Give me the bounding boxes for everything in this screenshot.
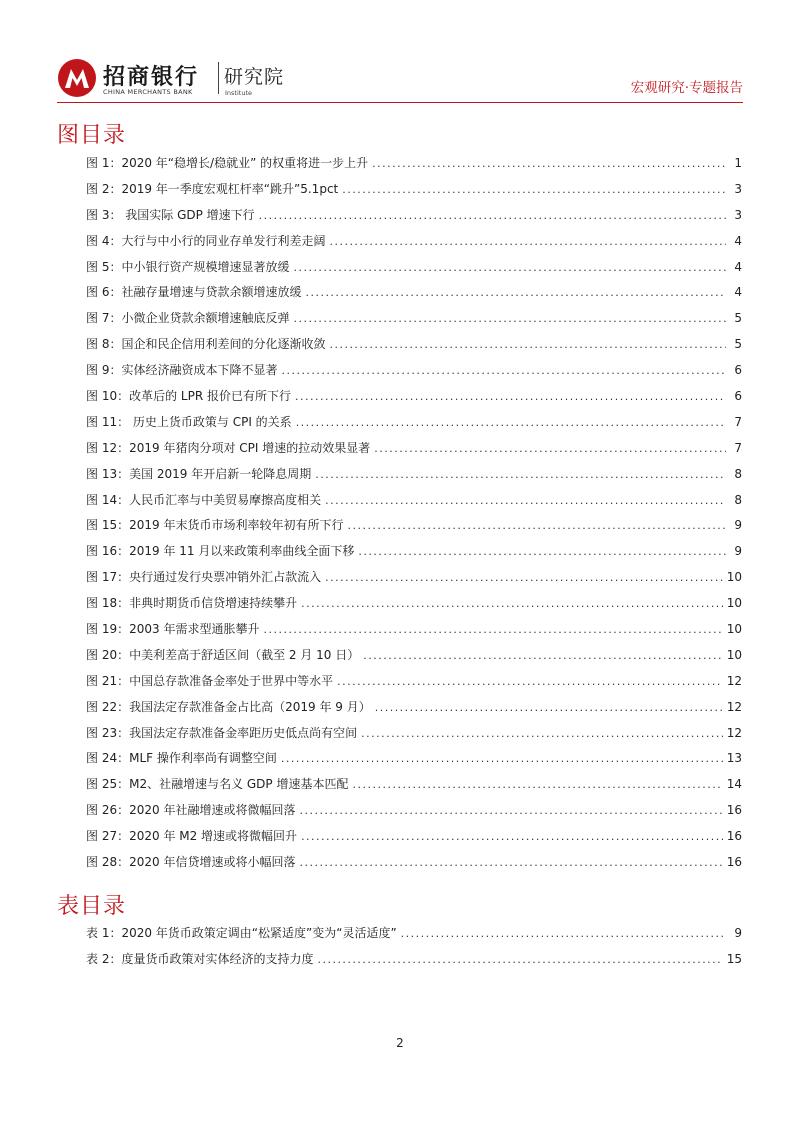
toc-entry-label: 图 5：中小银行资产规模增速显著放缓 [86, 259, 290, 274]
dot-leader [299, 850, 722, 876]
toc-entry[interactable] [86, 669, 742, 695]
dot-leader [329, 332, 726, 358]
dot-leader [281, 746, 723, 772]
toc-entry[interactable] [86, 746, 742, 772]
brand-name: 招商银行 [103, 65, 200, 90]
toc-entry-page: 16 [726, 855, 742, 870]
toc-entry[interactable] [86, 255, 742, 281]
toc-entry[interactable] [86, 643, 742, 669]
toc-entry[interactable] [86, 565, 742, 591]
toc-entry-label: 图 3： 我国实际 GDP 增速下行 [86, 207, 255, 222]
toc-entry-page: 3 [734, 207, 742, 222]
toc-entry-label: 表 1：2020 年货币政策定调由“松紧适度”变为“灵活适度” [86, 926, 397, 940]
report-type: 宏观研究·专题报告 [630, 80, 743, 96]
dot-leader [347, 513, 726, 539]
toc-entry[interactable] [86, 203, 742, 229]
dot-leader [325, 488, 726, 514]
toc-entry-label: 图 25：M2、社融增速与名义 GDP 增速基本匹配 [86, 777, 349, 792]
dot-leader [281, 358, 726, 384]
toc-entry-label: 图 4：大行与中小行的同业存单发行利差走阔 [86, 233, 326, 248]
toc-entry-label: 图 8：国企和民企信用利差间的分化逐渐收敛 [86, 337, 326, 352]
toc-entry-label: 图 11： 历史上货币政策与 CPI 的关系 [86, 414, 292, 429]
toc-entry[interactable] [86, 947, 742, 973]
dot-leader [295, 384, 726, 410]
dot-leader [305, 280, 726, 306]
toc-entry[interactable] [86, 306, 742, 332]
toc-entry-page: 10 [726, 622, 742, 637]
report-header [57, 56, 743, 100]
toc-entry-page: 6 [734, 363, 742, 378]
dot-leader [374, 436, 726, 462]
page-number: 2 [396, 1036, 404, 1050]
toc-entry-page: 7 [734, 440, 742, 455]
toc-entry[interactable] [86, 772, 742, 798]
toc-entry[interactable] [86, 617, 742, 643]
toc-entry[interactable] [86, 177, 742, 203]
toc-entry-page: 9 [734, 544, 742, 559]
dot-leader [363, 643, 722, 669]
toc-entry-page: 8 [734, 492, 742, 507]
toc-entry-label: 图 27：2020 年 M2 增速或将微幅回升 [86, 829, 298, 844]
toc-entry[interactable] [86, 436, 742, 462]
figure-list-title: 图目录 [57, 123, 127, 148]
toc-entry[interactable] [86, 721, 742, 747]
toc-entry-label: 图 24：MLF 操作利率尚有调整空间 [86, 751, 277, 766]
toc-entry-page: 10 [726, 647, 742, 662]
dot-leader [352, 772, 722, 798]
dot-leader [358, 539, 726, 565]
dot-leader [299, 798, 722, 824]
toc-entry[interactable] [86, 513, 742, 539]
toc-entry-label: 表 2：度量货币政策对实体经济的支持力度 [86, 951, 314, 966]
toc-entry[interactable] [86, 280, 742, 306]
brand-name-en: CHINA MERCHANTS BANK [103, 88, 193, 96]
toc-entry-label: 图 13：美国 2019 年开启新一轮降息周期 [86, 466, 312, 481]
brand-divider [218, 62, 219, 94]
table-list [86, 921, 742, 973]
toc-entry-page: 8 [734, 466, 742, 481]
toc-entry-page: 15 [726, 951, 742, 966]
dot-leader [296, 410, 726, 436]
bank-logo-icon [57, 58, 97, 98]
toc-entry-label: 图 9：实体经济融资成本下降不显著 [86, 363, 278, 378]
toc-entry-label: 图 18：非典时期货币信贷增速持续攀升 [86, 596, 298, 611]
toc-entry[interactable] [86, 921, 742, 947]
toc-entry-page: 12 [726, 725, 742, 740]
toc-entry-label: 图 19：2003 年需求型通胀攀升 [86, 622, 260, 637]
toc-entry-label: 图 14：人民币汇率与中美贸易摩擦高度相关 [86, 492, 322, 507]
toc-entry-label: 图 6：社融存量增速与贷款余额增速放缓 [86, 285, 302, 300]
toc-entry-page: 16 [726, 803, 742, 818]
toc-entry-label: 图 26：2020 年社融增速或将微幅回落 [86, 803, 296, 818]
toc-entry-page: 4 [734, 259, 742, 274]
toc-entry[interactable] [86, 824, 742, 850]
toc-entry[interactable] [86, 798, 742, 824]
toc-entry[interactable] [86, 151, 742, 177]
toc-entry-page: 12 [726, 673, 742, 688]
toc-entry-page: 1 [734, 156, 742, 170]
dot-leader [401, 921, 726, 947]
toc-entry-label: 图 16：2019 年 11 月以来政策利率曲线全面下移 [86, 544, 355, 559]
figure-list [86, 151, 742, 876]
dot-leader [293, 306, 726, 332]
dot-leader [315, 462, 726, 488]
toc-entry-page: 12 [726, 699, 742, 714]
toc-entry-label: 图 20：中美利差高于舒适区间（截至 2 月 10 日） [86, 647, 360, 662]
toc-entry[interactable] [86, 695, 742, 721]
dot-leader [301, 824, 723, 850]
toc-entry-page: 3 [734, 181, 742, 196]
toc-entry-page: 13 [726, 751, 742, 766]
dot-leader [361, 721, 723, 747]
toc-entry[interactable] [86, 229, 742, 255]
dot-leader [263, 617, 722, 643]
toc-entry-label: 图 1：2020 年“稳增长/稳就业” 的权重将进一步上升 [86, 156, 369, 170]
header-rule [57, 102, 743, 103]
dot-leader [317, 947, 722, 973]
dot-leader [259, 203, 726, 229]
toc-entry[interactable] [86, 462, 742, 488]
toc-entry-label: 图 17：央行通过发行央票冲销外汇占款流入 [86, 570, 322, 585]
dot-leader [293, 255, 726, 281]
institute-name: 研究院 [224, 66, 285, 88]
toc-entry-page: 7 [734, 414, 742, 429]
toc-entry[interactable] [86, 332, 742, 358]
dot-leader [325, 565, 723, 591]
toc-entry-label: 图 2：2019 年一季度宏观杠杆率“跳升”5.1pct [86, 181, 339, 196]
toc-entry[interactable] [86, 384, 742, 410]
toc-entry[interactable] [86, 591, 742, 617]
toc-entry[interactable] [86, 850, 742, 876]
dot-leader [372, 151, 726, 177]
institute-name-en: Institute [225, 89, 252, 97]
toc-entry-page: 5 [734, 311, 742, 326]
dot-leader [301, 591, 723, 617]
toc-entry[interactable] [86, 410, 742, 436]
toc-entry-page: 16 [726, 829, 742, 844]
toc-entry-page: 10 [726, 570, 742, 585]
toc-entry[interactable] [86, 539, 742, 565]
toc-entry-label: 图 10：改革后的 LPR 报价已有所下行 [86, 389, 291, 404]
toc-entry-page: 9 [734, 518, 742, 533]
toc-entry-page: 9 [734, 926, 742, 940]
dot-leader [375, 695, 723, 721]
toc-entry-label: 图 22：我国法定存款准备金占比高（2019 年 9 月） [86, 699, 371, 714]
toc-entry-label: 图 21：中国总存款准备金率处于世界中等水平 [86, 673, 334, 688]
toc-entry-label: 图 23：我国法定存款准备金率距历史低点尚有空间 [86, 725, 358, 740]
toc-entry-page: 10 [726, 596, 742, 611]
toc-entry[interactable] [86, 488, 742, 514]
toc-entry-page: 4 [734, 233, 742, 248]
toc-entry-label: 图 12：2019 年猪肉分项对 CPI 增速的拉动效果显著 [86, 440, 371, 455]
dot-leader [342, 177, 726, 203]
dot-leader [337, 669, 723, 695]
toc-entry[interactable] [86, 358, 742, 384]
table-list-title: 表目录 [57, 894, 127, 919]
toc-entry-label: 图 15：2019 年末货币市场利率较年初有所下行 [86, 518, 344, 533]
toc-entry-label: 图 7：小微企业贷款余额增速触底反弹 [86, 311, 290, 326]
toc-entry-page: 5 [734, 337, 742, 352]
toc-entry-page: 6 [734, 389, 742, 404]
toc-entry-label: 图 28：2020 年信贷增速或将小幅回落 [86, 855, 296, 870]
dot-leader [329, 229, 726, 255]
toc-entry-page: 14 [726, 777, 742, 792]
toc-entry-page: 4 [734, 285, 742, 300]
